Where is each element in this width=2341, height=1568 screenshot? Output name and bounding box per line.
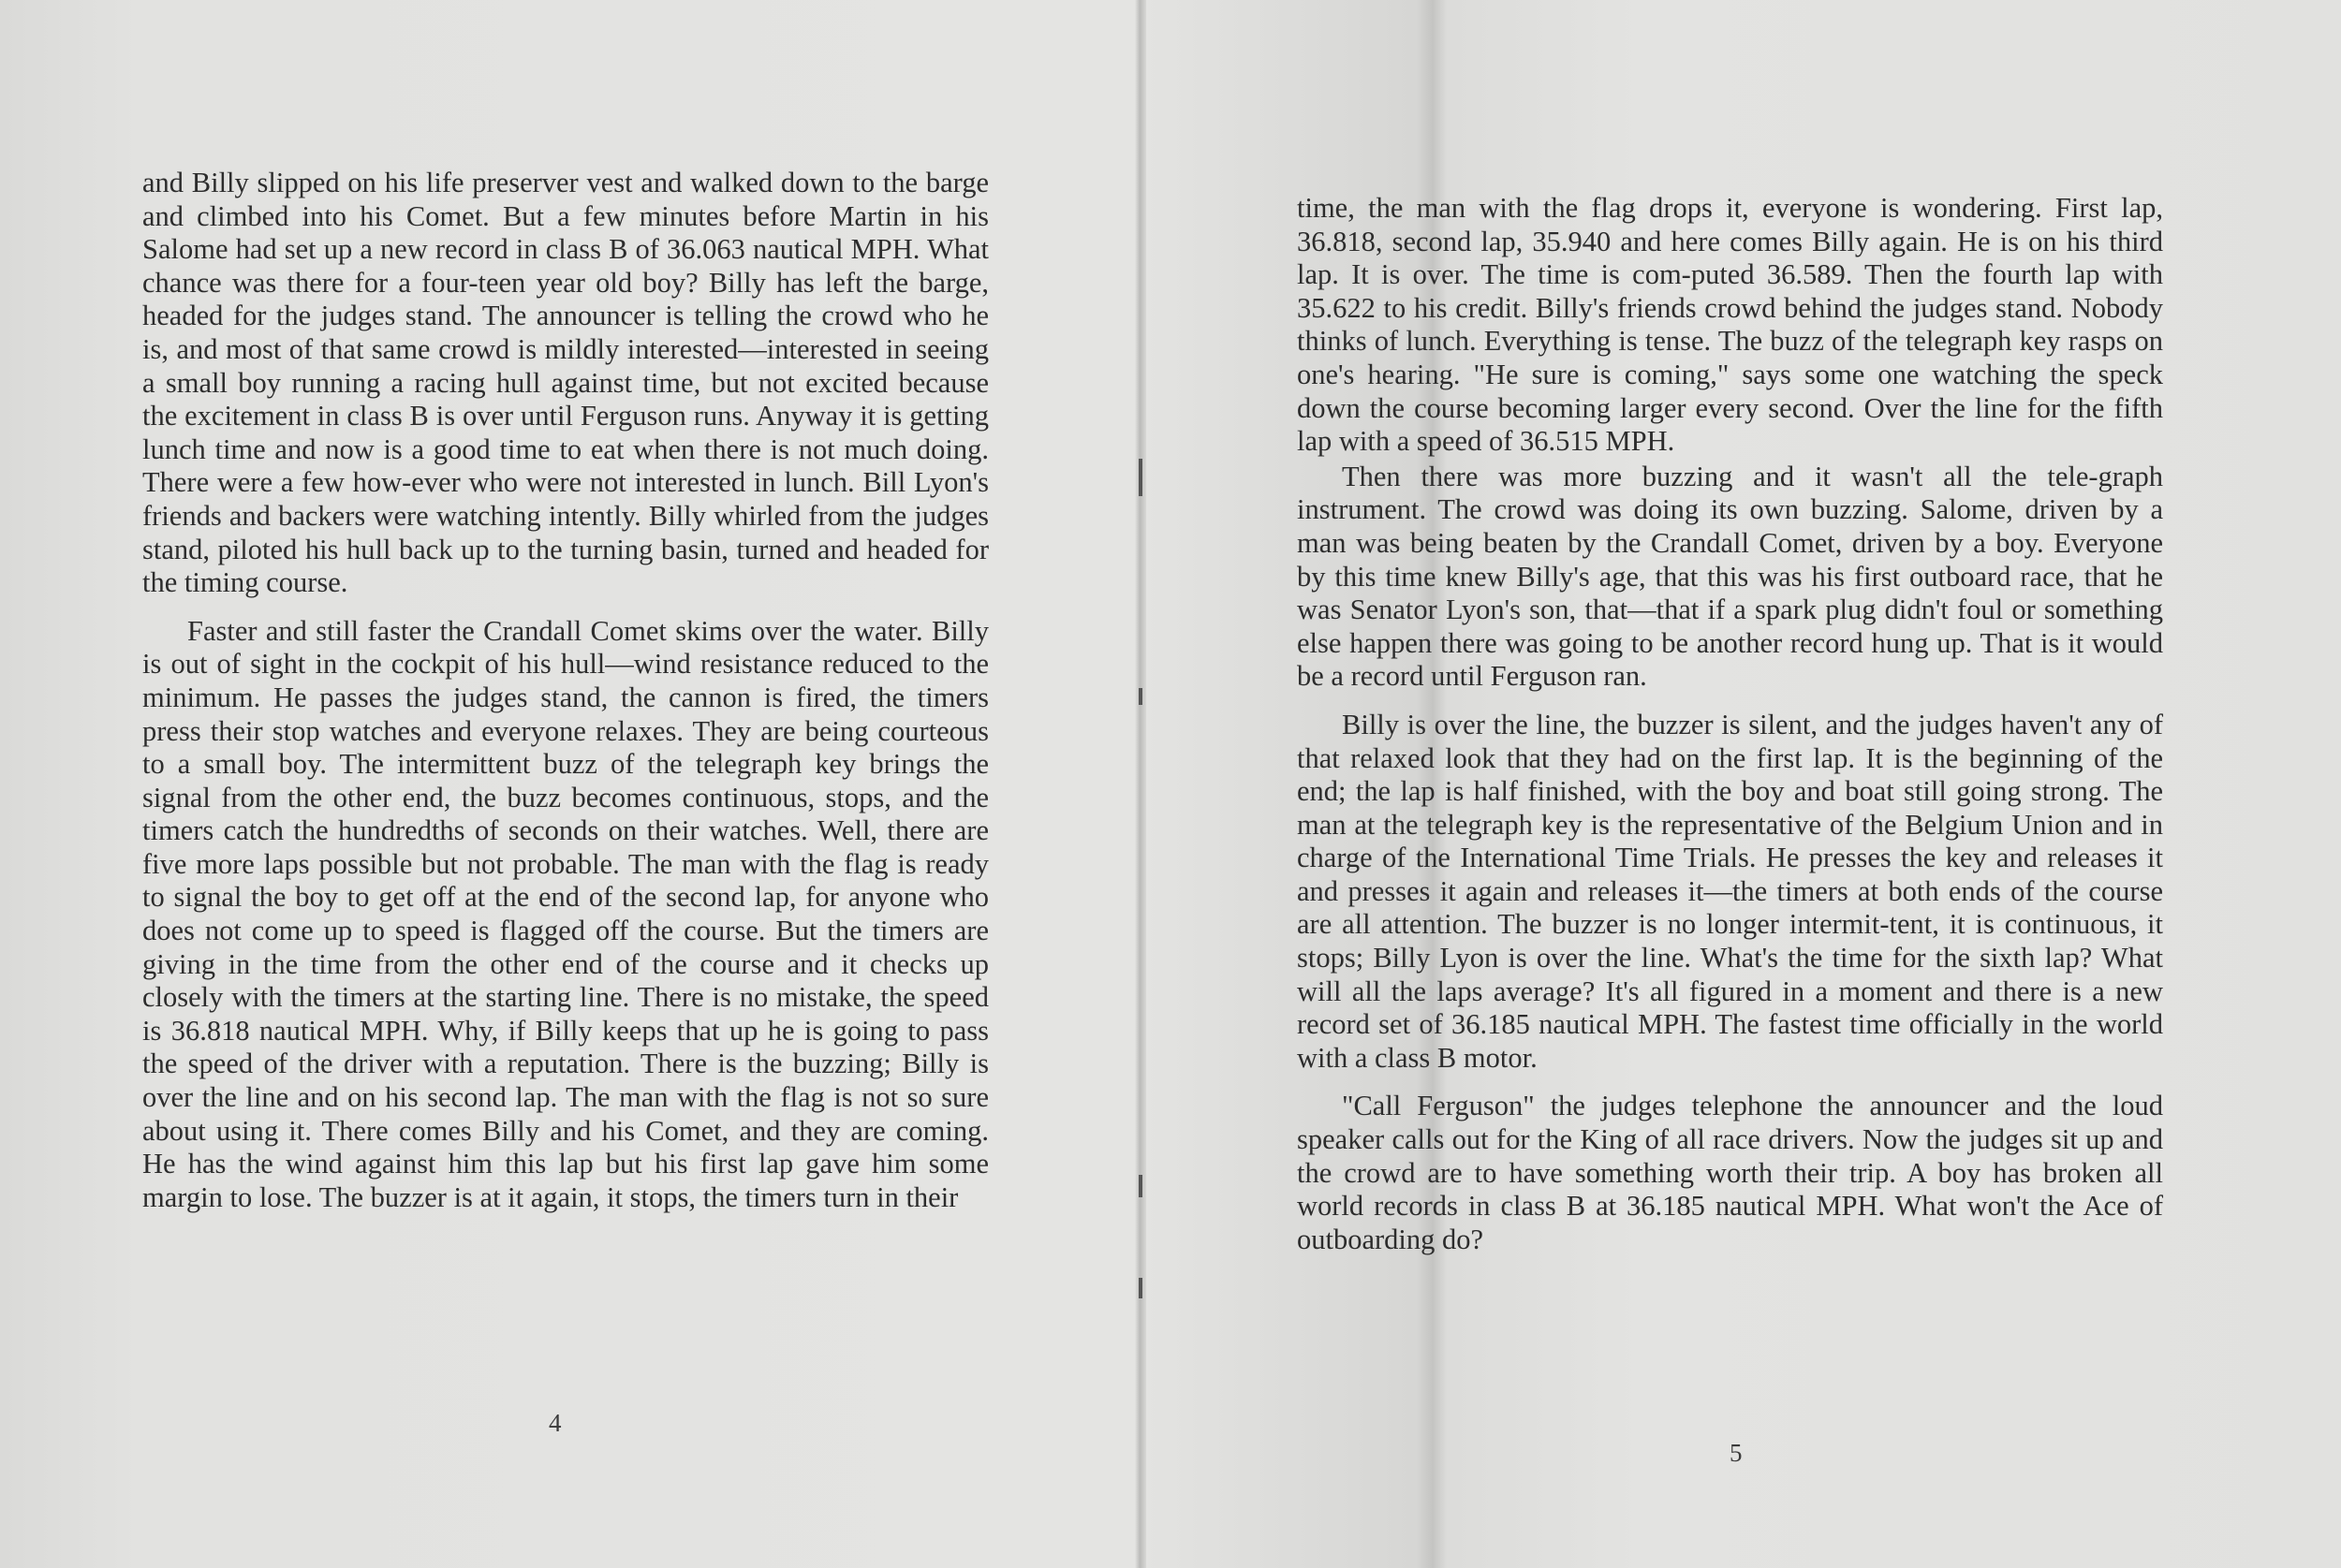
left-page-text <box>142 167 989 1214</box>
page-number: 4 <box>549 1409 562 1437</box>
binding-thread-mark <box>1139 459 1142 496</box>
paragraph: time, the man with the flag drops it, everyone is wondering. First lap, 36.818, second lap, 35.940 and here comes Billy again. He is on his third lap. It is over. The time is com-puted 36.589. Then the fourth lap with 35.622 to his credit. Billy's friends crowd behind the judges stand. Nobody thinks of lunch. Everything is tense. The buzz of the telegraph key rasps on one's hearing. "He sure is coming," says some one watching the speck down the course becoming larger every second. Over the line for the fifth lap with a speed of 36.515 MPH. <box>1297 192 2163 458</box>
paragraph: "Call Ferguson" the judges telephone the announcer and the loud speaker calls out for the King of all race drivers. Now the judges sit up and the crowd are to have something worth their trip. A boy has broken all world records in class B at 36.185 nautical MPH. What won't the Ace of outboarding do? <box>1297 1090 2163 1255</box>
binding-thread-mark <box>1139 1278 1142 1298</box>
paragraph: Billy is over the line, the buzzer is silent, and the judges haven't any of that relaxed look that they had on the first lap. It is the beginning of the end; the lap is half finished, with the boy and boat still going strong. The man at the telegraph key is the representative of the Belgium Union and in charge of the International Time Trials. He presses the key and releases it and presses it again and releases it—the timers at both ends of the course are all attention. The buzzer is no longer intermit-tent, it is continuous, it stops; Billy Lyon is over the line. What's the time for the sixth lap? What will all the laps average? It's all figured in a moment and there is a new record set of 36.185 nautical MPH. The fastest time officially in the world with a class B motor. <box>1297 708 2163 1074</box>
left-page <box>0 0 1138 1568</box>
right-page <box>1144 0 2341 1568</box>
page-number: 5 <box>1730 1439 1743 1467</box>
paragraph: Faster and still faster the Crandall Comet skims over the water. Billy is out of sight in the cockpit of his hull—wind resistance reduced to the minimum. He passes the judges stand, the cannon is fired, the timers press their stop watches and everyone relaxes. They are being courteous to a small boy. The intermittent buzz of the telegraph key brings the signal from the other end, the buzz becomes continuous, stops, and the timers catch the hundredths of seconds on their watches. Well, there are five more laps possible but not probable. The man with the flag is ready to signal the boy to get off at the end of the second lap, for anyone who does not come up to speed is flagged off the course. But the timers are giving in the time from the other end of the course and it checks up closely with the timers at the starting line. There is no mistake, the speed is 36.818 nautical MPH. Why, if Billy keeps that up he is going to pass the speed of the driver with a reputation. There is the buzzing; Billy is over the line and on his second lap. The man with the flag is not so sure about using it. There comes Billy and his Comet, and they are coming. He has the wind against him this lap but his first lap gave him some margin to lose. The buzzer is at it again, it stops, the timers turn in their <box>142 614 989 1213</box>
binding-thread-mark <box>1139 1175 1142 1197</box>
right-page-text <box>1297 192 2163 1256</box>
binding-thread-mark <box>1139 688 1142 705</box>
paragraph: and Billy slipped on his life preserver vest and walked down to the barge and climbed into his Comet. But a few minutes before Martin in his Salome had set up a new record in class B of 36.063 nautical MPH. What chance was there for a four-teen year old boy? Billy has left the barge, headed for the judges stand. The announcer is telling the crowd who he is, and most of that same crowd is mildly interested—interested in seeing a small boy running a racing hull against time, but not excited because the excitement in class B is over until Ferguson runs. Anyway it is getting lunch time and now is a good time to eat when there is not much doing. There were a few how-ever who were not interested in lunch. Bill Lyon's friends and backers were watching intently. Billy whirled from the judges stand, piloted his hull back up to the turning basin, turned and headed for the timing course. <box>142 167 989 599</box>
paragraph: Then there was more buzzing and it wasn't all the tele-graph instrument. The crowd was doing its own buzzing. Salome, driven by a man was being beaten by the Crandall Comet, driven by a boy. Everyone by this time knew Billy's age, that this was his first outboard race, that he was Senator Lyon's son, that—that if a spark plug didn't foul or something else happen there was going to be another record hung up. That is it would be a record until Ferguson ran. <box>1297 460 2163 693</box>
